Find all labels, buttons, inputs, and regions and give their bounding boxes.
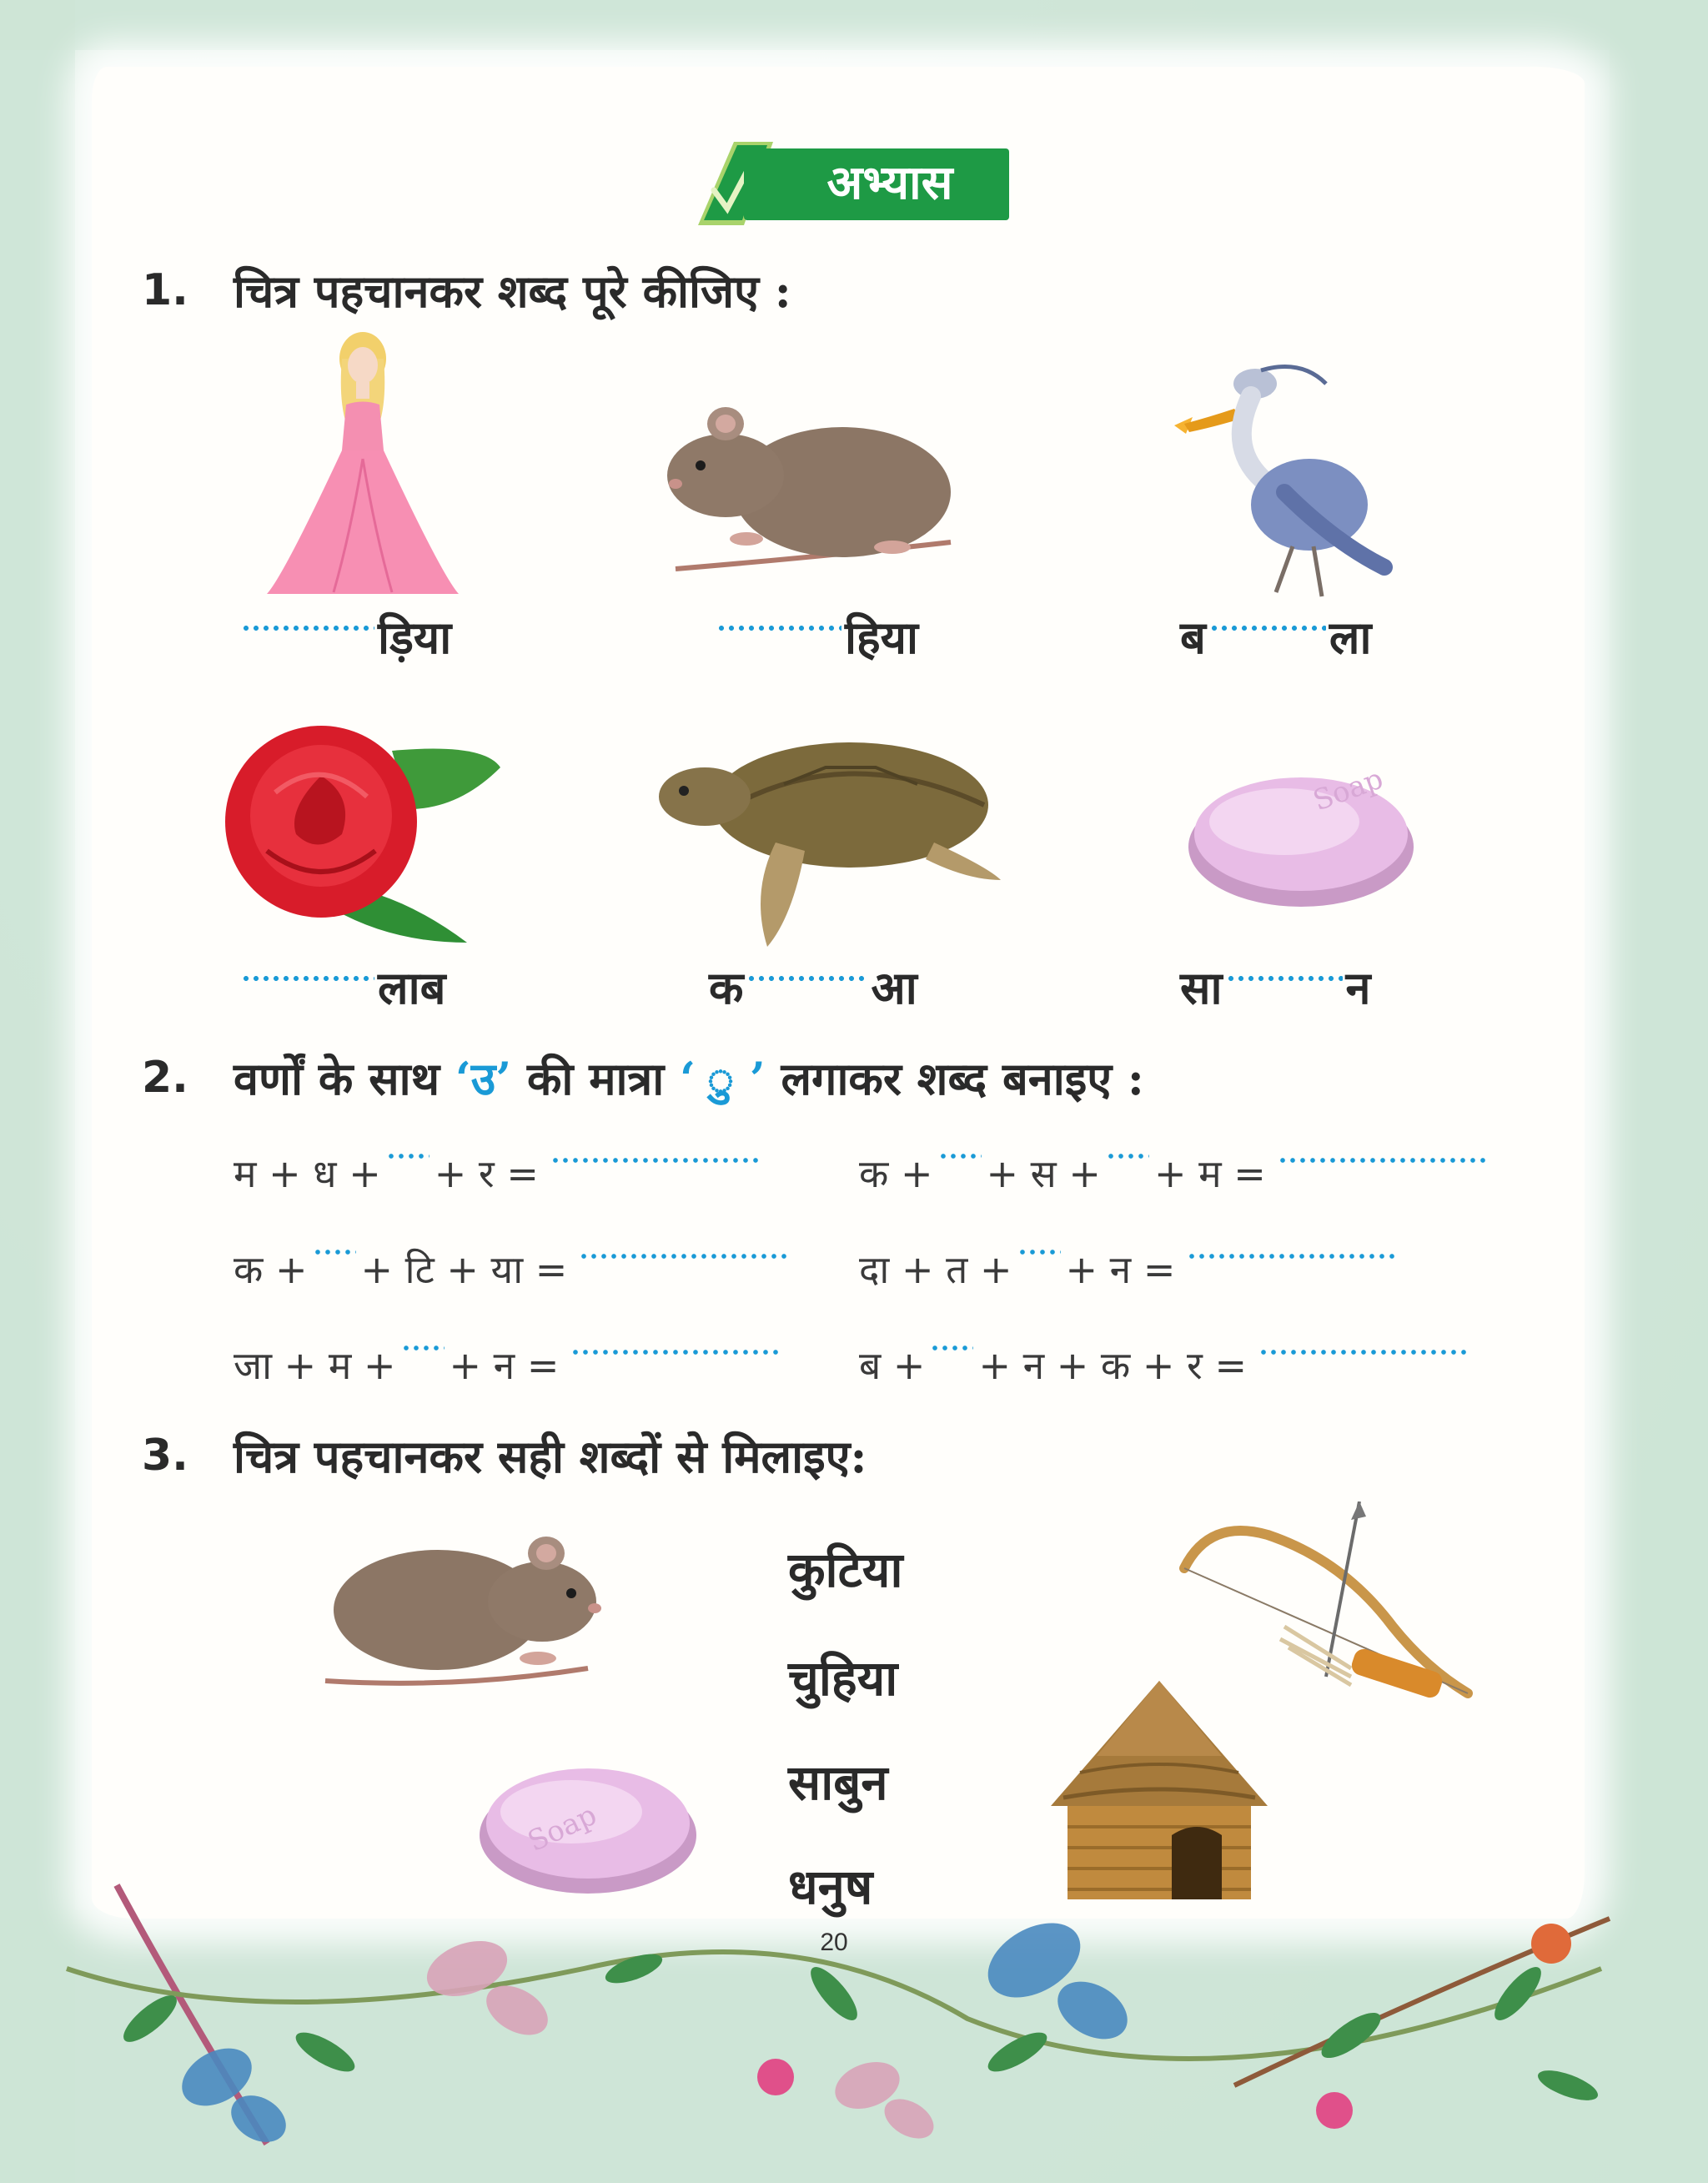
word-fragment: क: [709, 962, 744, 1014]
answer-dots[interactable]: [570, 1349, 779, 1356]
answer-dots[interactable]: [1187, 1253, 1395, 1260]
equation-part: + म =: [1153, 1151, 1266, 1196]
match-word-4[interactable]: धनुष: [788, 1859, 873, 1915]
q2-instruction-part2: की मात्रा: [526, 1052, 665, 1105]
q1-item-rose: [238, 955, 445, 1017]
word-fragment: हिया: [845, 611, 918, 664]
word-fragment: ब: [1180, 611, 1206, 664]
equation-part: क +: [234, 1247, 308, 1292]
blank-dots[interactable]: [716, 625, 841, 631]
match-word-2[interactable]: चुहिया: [788, 1650, 898, 1707]
turtle-image: [659, 734, 1009, 951]
equation-5: [234, 1339, 779, 1391]
blank-dots[interactable]: [1106, 1153, 1149, 1159]
equation-part: जा + म +: [234, 1343, 396, 1388]
equation-4: [859, 1243, 1395, 1295]
page-title: अभ्यास: [826, 155, 953, 210]
q2-instruction: [234, 1046, 1144, 1108]
equation-2: [859, 1147, 1486, 1199]
soap-image: [1184, 751, 1418, 918]
equation-part: + न + क + र =: [978, 1343, 1248, 1388]
equation-part: + न =: [449, 1343, 560, 1388]
svg-text:Soap: Soap: [522, 1798, 602, 1859]
equation-part: + र =: [434, 1151, 539, 1196]
blank-dots[interactable]: [401, 1345, 445, 1351]
blank-dots[interactable]: [313, 1249, 356, 1255]
q1-item-soap: [1180, 955, 1370, 1017]
match-word-1[interactable]: कुटिया: [788, 1542, 903, 1598]
q3-number: 3.: [142, 1431, 188, 1481]
word-fragment: सा: [1180, 962, 1223, 1014]
blank-dots[interactable]: [938, 1153, 982, 1159]
answer-dots[interactable]: [579, 1253, 787, 1260]
blank-dots[interactable]: [1017, 1249, 1061, 1255]
q2-quote-letter: ‘उ’: [455, 1052, 512, 1105]
word-fragment: न: [1345, 962, 1371, 1014]
blank-dots[interactable]: [930, 1345, 973, 1351]
answer-dots[interactable]: [1278, 1157, 1486, 1164]
q1-item-doll: [238, 605, 451, 666]
blank-dots[interactable]: [746, 975, 867, 982]
equation-part: क +: [859, 1151, 933, 1196]
exercise-badge: [694, 142, 1011, 225]
q3-instruction: चित्र पहचानकर सही शब्दों से मिलाइए:: [234, 1430, 867, 1483]
match-bow-arrow-image[interactable]: [1176, 1501, 1484, 1710]
rat-image: [667, 392, 967, 584]
answer-dots[interactable]: [550, 1157, 759, 1164]
equation-part: दा + त +: [859, 1247, 1012, 1292]
q2-instruction-part3: लगाकर शब्द बनाइए :: [781, 1052, 1144, 1105]
blank-dots[interactable]: [1209, 625, 1326, 631]
doll-image: [259, 325, 467, 601]
word-fragment: ड़िया: [378, 611, 452, 664]
equation-3: [234, 1243, 787, 1295]
word-fragment: लाब: [378, 962, 446, 1014]
rose-image: [208, 717, 509, 951]
q1-item-turtle: [709, 955, 917, 1017]
q1-item-rat: [713, 605, 918, 666]
page-number: 20: [820, 1929, 848, 1956]
q1-number: 1.: [142, 265, 188, 315]
equation-part: म + ध +: [234, 1151, 381, 1196]
blank-dots[interactable]: [241, 975, 374, 982]
blank-dots[interactable]: [386, 1153, 430, 1159]
equation-part: + टि + या =: [360, 1247, 568, 1292]
q2-instruction-part1: वर्णों के साथ: [234, 1052, 440, 1105]
svg-text:Soap: Soap: [1309, 762, 1388, 818]
word-fragment: ला: [1329, 611, 1372, 664]
word-fragment: आ: [871, 962, 917, 1014]
match-rat-image[interactable]: [321, 1518, 605, 1693]
floral-border-decoration: [50, 1869, 1651, 2177]
answer-dots[interactable]: [1258, 1349, 1467, 1356]
q1-item-heron: [1180, 605, 1371, 666]
blank-dots[interactable]: [1226, 975, 1343, 982]
q2-quote-matra: ‘ ु ’: [680, 1052, 766, 1105]
equation-1: [234, 1147, 759, 1199]
equation-part: + न =: [1065, 1247, 1176, 1292]
equation-6: [859, 1339, 1467, 1391]
heron-image: [1168, 350, 1401, 601]
match-word-3[interactable]: साबुन: [788, 1754, 888, 1811]
equation-part: + स +: [986, 1151, 1101, 1196]
blank-dots[interactable]: [241, 625, 374, 631]
q1-instruction: चित्र पहचानकर शब्द पूरे कीजिए :: [234, 264, 791, 318]
equation-part: ब +: [859, 1343, 926, 1388]
q2-number: 2.: [142, 1053, 188, 1103]
